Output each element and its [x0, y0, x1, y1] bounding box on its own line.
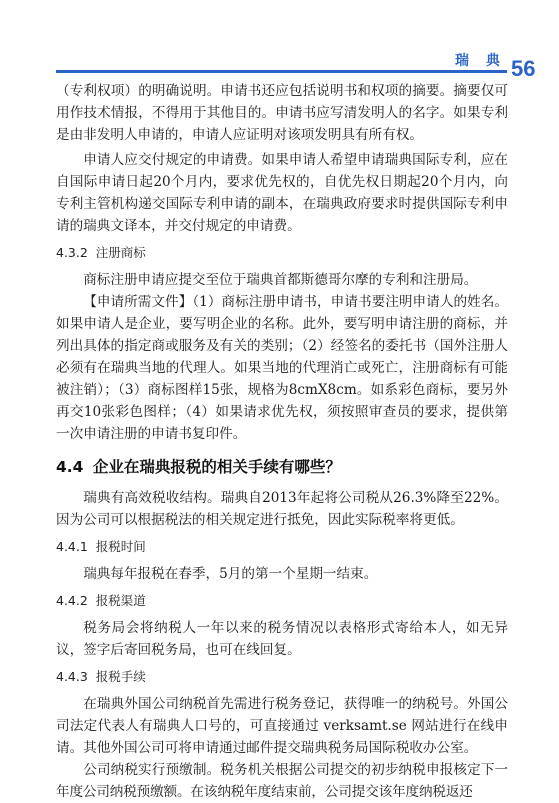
section-number: 4.4 — [56, 458, 84, 476]
subsection-title: 报税渠道 — [95, 593, 146, 608]
paragraph: 瑞典每年报税在春季，5月的第一个星期一结束。 — [83, 566, 378, 582]
section-heading-4-4 — [56, 455, 508, 479]
subsection-title: 报税时间 — [95, 539, 146, 554]
subsection-title: 注册商标 — [95, 245, 146, 260]
page-number: 56 — [511, 56, 536, 81]
paragraph: 【申请所需文件】（1）商标注册申请书，申请书要注明申请人的姓名。如果申请人是企业，要写明企业的名称。此外，要写明申请注册的商标，并列出具体的指定商或服务及有关的类别；（2）经签名的委托书（国外注册人必须有在瑞典当地的代理人。如果当地的代理消亡或死亡，注册商标有可能被注销）；（3）商标图样15张，规格为8cmX8cm。如系彩色商标，要另外再交10张彩色图样；（4）如果请求优先权，须按照审查员的要求，提供第一次申请注册的申请书复印件。 — [56, 294, 508, 442]
subsection-number: 4.4.1 — [56, 539, 88, 554]
page-header — [0, 0, 559, 80]
subsection-number: 4.4.3 — [56, 669, 88, 684]
header-rule — [56, 70, 507, 73]
subsection-number: 4.3.2 — [56, 245, 88, 260]
subsection-title: 报税手续 — [95, 669, 146, 684]
document-body — [56, 80, 508, 803]
paragraph: 税务局会将纳税人一年以来的税务情况以表格形式寄给本人，如无异议，签字后寄回税务局，也可在线回复。 — [56, 620, 508, 658]
subsection-heading-4-3-2 — [56, 243, 508, 263]
subsection-heading-4-4-2 — [56, 591, 508, 611]
subsection-heading-4-4-1 — [56, 537, 508, 557]
section-title: 企业在瑞典报税的相关手续有哪些？ — [92, 458, 341, 476]
paragraph: 瑞典有高效税收结构。瑞典自2013年起将公司税从26.3%降至22%。因为公司可以根据税法的相关规定进行抵免，因此实际税率将更低。 — [56, 490, 508, 528]
paragraph: 公司纳税实行预缴制。税务机关根据公司提交的初步纳税申报核定下一年度公司纳税预缴额。在该纳税年度结束前，公司提交该年度纳税返还 — [56, 762, 508, 800]
paragraph: 商标注册申请应提交至位于瑞典首都斯德哥尔摩的专利和注册局。 — [83, 272, 478, 288]
paragraph: （专利权项）的明确说明。申请书还应包括说明书和权项的摘要。摘要仅可用作技术情报，不得用于其他目的。申请书应写清发明人的名字。如果专利是由非发明人申请的，申请人应证明对该项发明具有所有权。 — [56, 83, 508, 143]
header-country-label: 瑞 典 — [455, 53, 506, 69]
paragraph: 申请人应交付规定的申请费。如果申请人希望申请瑞典国际专利，应在自国际申请日起20个月内，要求优先权的，自优先权日期起20个月内，向专利主管机构递交国际专利申请的副本，在瑞典政府要求时提供国际专利申请的瑞典文译本，并交付规定的申请费。 — [56, 152, 508, 234]
subsection-heading-4-4-3 — [56, 667, 508, 687]
subsection-number: 4.4.2 — [56, 593, 88, 608]
paragraph: 在瑞典外国公司纳税首先需进行税务登记，获得唯一的纳税号。外国公司法定代表人有瑞典人口号的，可直接通过 verksamt.se 网站进行在线申请。其他外国公司可将申请通过邮件提交瑞典税务局国际税收办公室。 — [56, 696, 508, 756]
